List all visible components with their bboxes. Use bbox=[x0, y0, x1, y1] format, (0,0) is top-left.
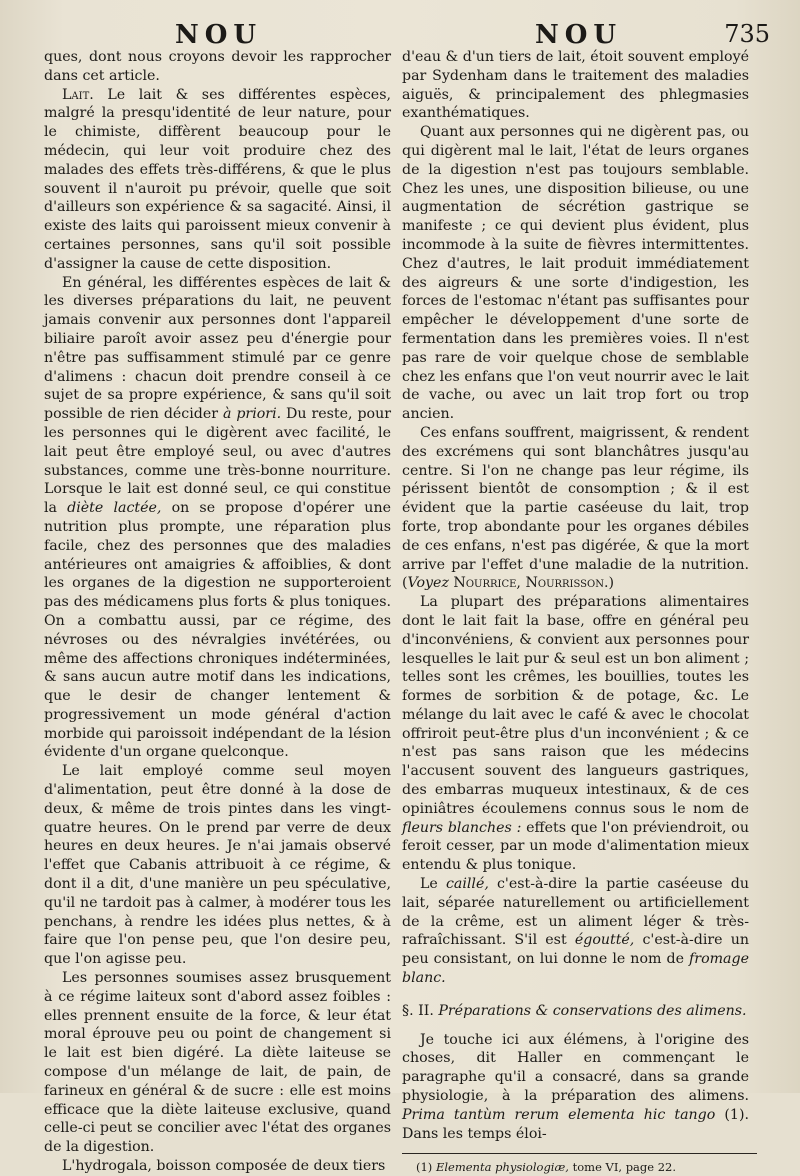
paragraph-alimentation: Le lait employé comme seul moyen d'alimentation, peut être donné à la dose de deux, & même de trois pintes dans les vingt-quatre heures. On le prend par verre de deux heures en deux heures. Je n'ai jamais observé l'effet que Cabanis attribuoit à ce régime, & dont il a dit, d'une manière un peu spéculative, qu'il ne tardoit pas à calmer, à modérer tous les penchans, à rendre les idées plus nettes, & à faire que l'on pense peu, que l'on desire peu, que l'on agisse peu. bbox=[44, 763, 391, 968]
paragraph-text: Ces enfans souffrent, maigrissent, & rendent des excrémens qui sont blanchâtres jusqu'au centre. Si l'on ne change pas leur régime, ils périssent bientôt de consomption ; & il est évident que la partie caséeuse du lait, trop forte, trop abondante pour les organes débiles de ces enfans, n'est pas digérée, & que la mort arrive par l'effet d'une maladie de la nutrition. ( bbox=[402, 424, 749, 592]
paragraph-text: Le lait & ses différentes espèces, malgré la presqu'identité de leur nature, pour le chimiste, diffèrent beaucoup pour le médecin, qui leur voit produire chez des malades des effets très-différens, & que le plus souvent il n'auroit pu prévoir, quelle que soit d'ailleurs son expérience & sa sagacité. Ainsi, il existe des laits qui paroissent mieux convenir à certaines personnes, sans qu'il soit possible d'assigner la cause de cette disposition. bbox=[44, 86, 391, 272]
paragraph-text: effets que l'on préviendroit, ou feroit cesser, par un mode d'alimentation mieux entendu & plus tonique. bbox=[402, 819, 749, 874]
footnote bbox=[402, 1160, 749, 1175]
section-number: §. II. bbox=[402, 1002, 434, 1019]
italic-text: diète lactée, bbox=[67, 500, 162, 517]
section-heading bbox=[402, 1002, 749, 1021]
paragraph-text: La plupart des préparations alimentaires dont le lait fait la base, offre en général peu d'inconvéniens, & convient aux personnes pour lesquelles le lait pur & seul est un bon aliment ; telles sont les crêmes, les bouillies, toutes les formes de sorbition & de potage, &c. Le mélange du lait avec le café & avec le chocolat offriroit peut-être plus d'un inconvénient ; & ce n'est pas sans raison que les médecins l'accusent souvent des langueurs gastriques, des embarras muqueux intestinaux, & de ces opiniâtres écoulemens connus sous le nom de bbox=[402, 594, 749, 817]
paragraph-preparations-lait bbox=[402, 593, 749, 875]
paragraph-text: on se propose d'opérer une nutrition plus prompte, une réparation plus facile, chez des personnes que des maladies antérieures ont amaigries & affoiblies, & dont les organes de la digestion ne supporteroient pas des médicamens plus forts & plus toniques. On a combattu aussi, par ce régime, des névroses ou des névralgies invétérées, ou même des affections chroniques indéterminées, & sans aucun autre motif dans les indications, que le desir de changer lentement & progressivement un mode général d'action morbide qui paroissoit indépendant de la lésion évidente d'un organe quelconque. bbox=[44, 500, 391, 761]
italic-text: égoutté, bbox=[574, 932, 635, 949]
paragraph-text: c'est-à-dire la partie caséeuse du lait, séparée naturellement ou artificiellement de la crême, est un aliment léger & très-rafraîchissant. S'il est bbox=[402, 876, 749, 949]
italic-text: fromage blanc. bbox=[402, 951, 749, 987]
page-number: 735 bbox=[724, 20, 770, 48]
italic-text: à priori. bbox=[222, 406, 282, 423]
paragraph-enfans bbox=[402, 424, 749, 593]
italic-text: fleurs blanches : bbox=[402, 819, 522, 836]
footnote-divider bbox=[402, 1153, 757, 1154]
paragraph-text: ) bbox=[608, 575, 615, 592]
paragraph-continuation: ques, dont nous croyons devoir les rapprocher dans cet article. bbox=[44, 49, 391, 84]
footnote-number: (1) bbox=[416, 1160, 433, 1175]
footnote-reference: tome VI, page 22. bbox=[568, 1160, 677, 1175]
paragraph-lait bbox=[44, 86, 391, 274]
paragraph-haller bbox=[402, 1031, 749, 1144]
paragraph-text: c'est-à-dire un peu consistant, on lui donne le nom de bbox=[402, 932, 749, 968]
running-head-right: NOU bbox=[535, 20, 623, 50]
paragraph-regime-laiteux: Les personnes soumises assez brusquement à ce régime laiteux sont d'abord assez foibles : elles prennent ensuite de la force, & leur état moral éprouve peu ou point de changement si le lait est bien digéré. La diète laiteuse se compose d'un mélange de lait, de pain, de farineux en général & de sucre : elle est moins efficace que la diète laiteuse exclusive, quand celle-ci peut se concilier avec l'état des organes de la digestion. bbox=[44, 970, 391, 1156]
paragraph-text: Je touche ici aux élémens, à l'origine des choses, dit Haller en commençant le paragraphe qu'il a consacré, dans sa grande physiologie, à la préparation des alimens. bbox=[402, 1031, 749, 1105]
entry-term-lait: Lait. bbox=[62, 86, 94, 103]
italic-text: caillé, bbox=[445, 876, 489, 893]
paragraph-text: (1). Dans les temps éloi- bbox=[402, 1106, 749, 1142]
cross-reference: Nourrice, Nourrisson. bbox=[448, 575, 609, 592]
paragraph-text: En général, les différentes espèces de lait & les diverses préparations du lait, ne peuvent jamais convenir aux personnes dont l'appareil biliaire paroît avoir assez peu d'énergie pour n'être pas suffisamment stimulé par ce genre d'alimens : chacun doit prendre conseil à ce sujet de sa propre expérience, & sans qu'il soit possible de rien décider bbox=[44, 274, 391, 423]
paragraph-hydrogala: L'hydrogala, boisson composée de deux tiers bbox=[62, 1158, 386, 1175]
footnote-title: Elementa physiologiæ, bbox=[432, 1160, 569, 1175]
section-title: Préparations & conservations des alimens. bbox=[433, 1002, 747, 1019]
paragraph-text: Du reste, pour les personnes qui le digèrent avec facilité, le lait peut être employé seul, ou avec d'autres substances, comme une très-bonne nourriture. Lorsque le lait est donné seul, ce qui constitue la bbox=[44, 406, 391, 517]
right-column bbox=[402, 48, 749, 1175]
italic-text: Voyez bbox=[407, 575, 449, 592]
paragraph-en-general bbox=[44, 274, 391, 763]
paragraph-caille bbox=[402, 875, 749, 988]
paragraph-digestion: Quant aux personnes qui ne digèrent pas, ou qui digèrent mal le lait, l'état de leurs organes de la digestion n'est pas toujours semblable. Chez les unes, une disposition bilieuse, ou une augmentation de sécrétion gastrique se manifeste ; ce qui devient plus évident, plus incommode à la suite de fièvres intermittentes. Chez d'autres, le lait produit immédiatement des aigreurs & une sorte d'indigestion, les forces de l'estomac n'étant pas suffisantes pour empêcher le développement d'une sorte de fermentation dans les premières voies. Il n'est pas rare de voir quelque chose de semblable chez les enfans que l'on veut nourrir avec le lait de vache, ou avec un lait trop fort ou trop ancien. bbox=[402, 124, 749, 423]
italic-text: Prima tantùm rerum elementa hic tango bbox=[402, 1106, 716, 1123]
running-head-left: NOU bbox=[175, 20, 263, 50]
left-column bbox=[44, 48, 391, 1176]
paragraph-continuation: d'eau & d'un tiers de lait, étoit souvent employé par Sydenham dans le traitement des maladies aiguës, & principalement des phlegmasies exanthématiques. bbox=[402, 49, 749, 122]
paragraph-text: Le bbox=[420, 876, 446, 893]
